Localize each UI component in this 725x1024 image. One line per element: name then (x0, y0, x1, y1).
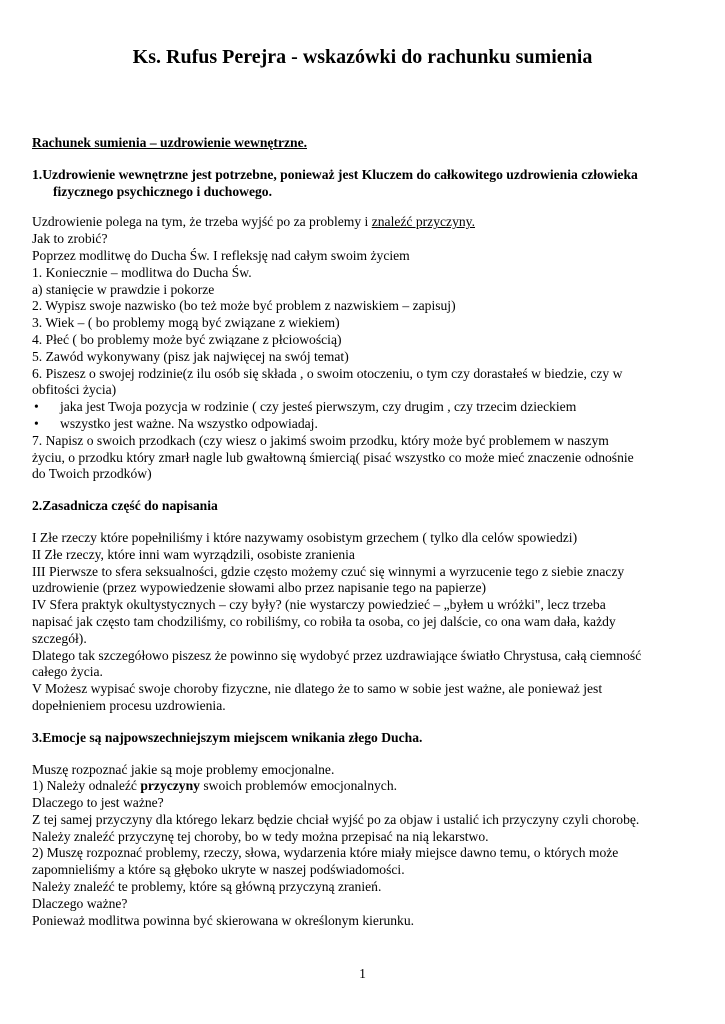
paragraph-line: Dlaczego ważne? (32, 895, 128, 911)
paragraph-line: Muszę rozpoznać jakie są moje problemy emocjonalne. (32, 761, 335, 777)
list-item: 7. Napisz o swoich przodkach (czy wiesz o jakimś swoim przodku, który może być problemem w naszym (32, 432, 609, 448)
paragraph-text: Uzdrowienie polega na tym, że trzeba wyjść po za problemy i (32, 214, 372, 230)
paragraph-line: napisać jak często tam chodziliśmy, co robiliśmy, co robiła ta osoba, co jej dalście, co ona wam dała, każdy (32, 613, 616, 629)
list-item-continuation: do Twoich przodków) (32, 466, 152, 482)
list-item: 1. Koniecznie – modlitwa do Ducha Św. (32, 264, 252, 280)
paragraph-line: Z tej samej przyczyny dla którego lekarz będzie chciał wyjść po za objaw i ustalić ich przyczyny czyli chorobę. (32, 811, 640, 827)
list-item-continuation: obfitości życia) (32, 382, 117, 398)
paragraph-line: dopełnieniem procesu uzdrowienia. (32, 697, 226, 713)
section-3-heading: 3.Emocje są najpowszechniejszym miejscem wnikania złego Ducha. (32, 729, 423, 745)
list-item: 5. Zawód wykonywany (pisz jak najwięcej na swój temat) (32, 348, 349, 364)
paragraph-line: Ponieważ modlitwa powinna być skierowana w określonym kierunku. (32, 912, 415, 928)
bullet-icon: • (34, 415, 39, 431)
bullet-item (32, 416, 697, 433)
paragraph-line: Poprzez modlitwę do Ducha Św. I refleksję nad całym swoim życiem (32, 247, 410, 263)
bullet-text: jaka jest Twoja pozycja w rodzinie ( czy jesteś pierwszym, czy drugim , czy trzecim dzieckiem (60, 399, 577, 415)
paragraph-line: Należy znaleźć przyczynę tej choroby, bo w tedy można przepisać na nią lekarstwo. (32, 828, 489, 844)
paragraph-line: Dlatego tak szczegółowo piszesz że powinno się wydobyć przez uzdrawiające światło Chrystusa, całą ciemność (32, 647, 642, 663)
paragraph-text: swoich problemów emocjonalnych. (199, 778, 398, 794)
section-3-content (32, 762, 697, 930)
paragraph-line: II Złe rzeczy, które inni wam wyrządzili, osobiste zranienia (32, 546, 355, 562)
bullet-text: wszystko jest ważne. Na wszystko odpowiadaj. (60, 415, 318, 431)
section-1-heading-line-1: 1.Uzdrowienie wewnętrzne jest potrzebne, ponieważ jest Kluczem do całkowitego uzdrowienia człowieka (32, 166, 638, 182)
paragraph-text: 1) Należy odnaleźć (32, 778, 141, 794)
list-item-continuation: życiu, o przodku który zmarł nagle lub gwałtowną śmiercią( pisać wszystko co może mieć znaczenie odnośnie (32, 449, 634, 465)
list-item: a) stanięcie w prawdzie i pokorze (32, 281, 215, 297)
section-1 (32, 167, 697, 201)
underlined-phrase: znaleźć przyczyny. (371, 214, 475, 230)
list-item: 2. Wypisz swoje nazwisko (bo też może być problem z nazwiskiem – zapisuj) (32, 298, 456, 314)
paragraph-line: uzdrowienie (przez wypowiedzenie słowami albo przez napisanie tego na papierze) (32, 580, 487, 596)
paragraph-line: III Pierwsze to sfera seksualności, gdzie często możemy czuć się winnymi a wyrzucenie tego z siebie znaczy (32, 563, 625, 579)
section-2-heading: 2.Zasadnicza część do napisania (32, 498, 218, 514)
subheading: Rachunek sumienia – uzdrowienie wewnętrzne. (32, 135, 308, 150)
paragraph-line: I Złe rzeczy które popełniliśmy i które nazywamy osobistym grzechem ( tylko dla celów spowiedzi) (32, 529, 578, 545)
paragraph-line (32, 214, 697, 231)
list-item: 4. Płeć ( bo problemy może być związane z płciowością) (32, 331, 342, 347)
list-item: 3. Wiek – ( bo problemy mogą być związane z wiekiem) (32, 315, 340, 331)
paragraph-line: zapomnieliśmy a które są głęboko ukryte w naszej podświadomości. (32, 862, 405, 878)
paragraph-line: Jak to zrobić? (32, 231, 108, 247)
paragraph-line: Należy znaleźć te problemy, które są główną przyczyną zranień. (32, 879, 382, 895)
bold-phrase: przyczyny (140, 778, 200, 794)
paragraph-line: IV Sfera praktyk okultystycznych – czy były? (nie wystarczy powiedzieć – „byłem u wróżki", lecz trzeba (32, 597, 606, 613)
section-1-heading-line-2: fizycznego psychicznego i duchowego. (53, 183, 272, 199)
list-item: 6. Piszesz o swojej rodzinie(z ilu osób się składa , o swoim otoczeniu, o tym czy dorastałeś w biedzie, czy w (32, 365, 623, 381)
paragraph-line: Dlaczego to jest ważne? (32, 795, 164, 811)
page-number: 1 (359, 966, 366, 981)
document-title: Ks. Rufus Perejra - wskazówki do rachunku sumienia (132, 46, 593, 68)
paragraph-line: 2) Muszę rozpoznać problemy, rzeczy, słowa, wydarzenia które miały miejsce dawno temu, o których może (32, 845, 619, 861)
bullet-icon: • (34, 399, 39, 415)
paragraph-line: całego życia. (32, 664, 103, 680)
section-1-content (32, 214, 697, 483)
paragraph-line (32, 778, 697, 795)
document-body (32, 135, 697, 929)
section-2-content (32, 530, 697, 715)
bullet-item (32, 399, 697, 416)
paragraph-line: szczegół). (32, 630, 87, 646)
paragraph-line: V Możesz wypisać swoje choroby fizyczne, nie dlatego że to samo w sobie jest ważne, ale ponieważ jest (32, 681, 603, 697)
